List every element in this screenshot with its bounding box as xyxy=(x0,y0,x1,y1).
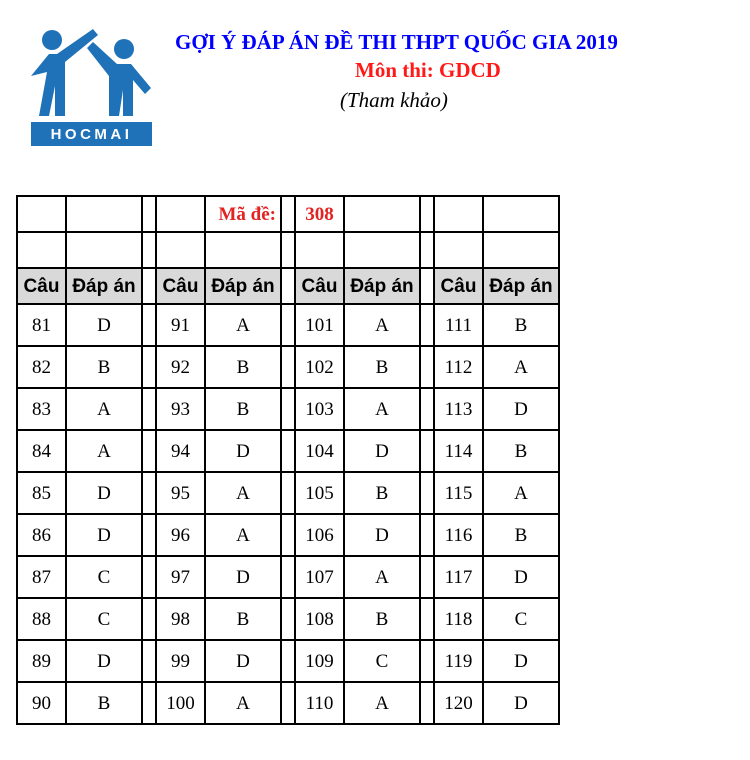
question-number: 109 xyxy=(295,640,344,682)
answer-cell: D xyxy=(205,430,281,472)
table-row xyxy=(17,346,559,388)
exam-code-row xyxy=(17,196,559,232)
question-number: 84 xyxy=(17,430,66,472)
answer-cell: B xyxy=(344,472,420,514)
question-number: 96 xyxy=(156,514,205,556)
table-row xyxy=(17,430,559,472)
table-row xyxy=(17,682,559,724)
question-number: 100 xyxy=(156,682,205,724)
answer-cell: D xyxy=(483,682,559,724)
answer-cell: A xyxy=(66,430,142,472)
answer-cell: B xyxy=(483,430,559,472)
question-number: 120 xyxy=(434,682,483,724)
table-row xyxy=(17,514,559,556)
question-number: 87 xyxy=(17,556,66,598)
blank-row xyxy=(17,232,559,268)
answer-cell: B xyxy=(344,598,420,640)
answer-cell: B xyxy=(205,388,281,430)
answer-cell: A xyxy=(344,388,420,430)
question-number: 106 xyxy=(295,514,344,556)
answer-cell: A xyxy=(205,304,281,346)
question-number: 88 xyxy=(17,598,66,640)
question-number: 119 xyxy=(434,640,483,682)
header-question: Câu xyxy=(17,268,66,304)
question-number: 112 xyxy=(434,346,483,388)
question-number: 116 xyxy=(434,514,483,556)
exam-code-label: Mã đề: xyxy=(205,196,281,232)
question-number: 98 xyxy=(156,598,205,640)
question-number: 105 xyxy=(295,472,344,514)
answer-cell: C xyxy=(66,598,142,640)
answer-cell: B xyxy=(205,598,281,640)
header-answer: Đáp án xyxy=(205,268,281,304)
question-number: 108 xyxy=(295,598,344,640)
table-row xyxy=(17,640,559,682)
answer-cell: A xyxy=(66,388,142,430)
question-number: 104 xyxy=(295,430,344,472)
answer-cell: D xyxy=(66,304,142,346)
answer-cell: B xyxy=(483,304,559,346)
header-answer: Đáp án xyxy=(483,268,559,304)
table-row xyxy=(17,598,559,640)
answer-cell: D xyxy=(66,514,142,556)
question-number: 113 xyxy=(434,388,483,430)
question-number: 86 xyxy=(17,514,66,556)
answer-cell: C xyxy=(483,598,559,640)
question-number: 83 xyxy=(17,388,66,430)
answer-cell: B xyxy=(66,346,142,388)
answer-cell: C xyxy=(66,556,142,598)
question-number: 107 xyxy=(295,556,344,598)
question-number: 97 xyxy=(156,556,205,598)
answer-cell: D xyxy=(66,640,142,682)
exam-code-value: 308 xyxy=(295,196,344,232)
answer-cell: B xyxy=(205,346,281,388)
question-number: 89 xyxy=(17,640,66,682)
question-number: 81 xyxy=(17,304,66,346)
answer-cell: D xyxy=(66,472,142,514)
hocmai-logo xyxy=(27,24,153,147)
question-number: 99 xyxy=(156,640,205,682)
answer-cell: A xyxy=(205,514,281,556)
answer-cell: D xyxy=(344,514,420,556)
question-number: 114 xyxy=(434,430,483,472)
answer-cell: B xyxy=(483,514,559,556)
header-question: Câu xyxy=(156,268,205,304)
reference-note: (Tham khảo) xyxy=(340,88,448,112)
answer-cell: D xyxy=(205,640,281,682)
answer-cell: A xyxy=(344,682,420,724)
question-number: 103 xyxy=(295,388,344,430)
header-answer: Đáp án xyxy=(344,268,420,304)
table-row xyxy=(17,556,559,598)
question-number: 91 xyxy=(156,304,205,346)
table-header-row xyxy=(17,268,559,304)
header-question: Câu xyxy=(295,268,344,304)
page-title: GỢI Ý ĐÁP ÁN ĐỀ THI THPT QUỐC GIA 2019 xyxy=(175,30,618,54)
answer-table xyxy=(16,195,560,725)
table-row xyxy=(17,304,559,346)
answer-cell: A xyxy=(483,346,559,388)
answer-cell: A xyxy=(205,472,281,514)
answer-cell: C xyxy=(344,640,420,682)
question-number: 110 xyxy=(295,682,344,724)
question-number: 93 xyxy=(156,388,205,430)
answer-cell: A xyxy=(205,682,281,724)
question-number: 82 xyxy=(17,346,66,388)
answer-cell: A xyxy=(483,472,559,514)
answer-cell: D xyxy=(205,556,281,598)
question-number: 111 xyxy=(434,304,483,346)
question-number: 101 xyxy=(295,304,344,346)
question-number: 95 xyxy=(156,472,205,514)
answer-cell: D xyxy=(483,640,559,682)
answer-cell: D xyxy=(344,430,420,472)
question-number: 92 xyxy=(156,346,205,388)
header-answer: Đáp án xyxy=(66,268,142,304)
subject-label: Môn thi: GDCD xyxy=(355,58,501,82)
logo-figures-icon xyxy=(27,24,153,124)
question-number: 94 xyxy=(156,430,205,472)
answer-cell: D xyxy=(483,388,559,430)
question-number: 85 xyxy=(17,472,66,514)
answer-cell: A xyxy=(344,556,420,598)
answer-cell: B xyxy=(344,346,420,388)
question-number: 118 xyxy=(434,598,483,640)
answer-cell: A xyxy=(344,304,420,346)
question-number: 102 xyxy=(295,346,344,388)
question-number: 115 xyxy=(434,472,483,514)
table-row xyxy=(17,472,559,514)
question-number: 90 xyxy=(17,682,66,724)
header-question: Câu xyxy=(434,268,483,304)
table-row xyxy=(17,388,559,430)
logo-wordmark: HOCMAI xyxy=(31,122,152,146)
answer-cell: D xyxy=(483,556,559,598)
question-number: 117 xyxy=(434,556,483,598)
answer-cell: B xyxy=(66,682,142,724)
